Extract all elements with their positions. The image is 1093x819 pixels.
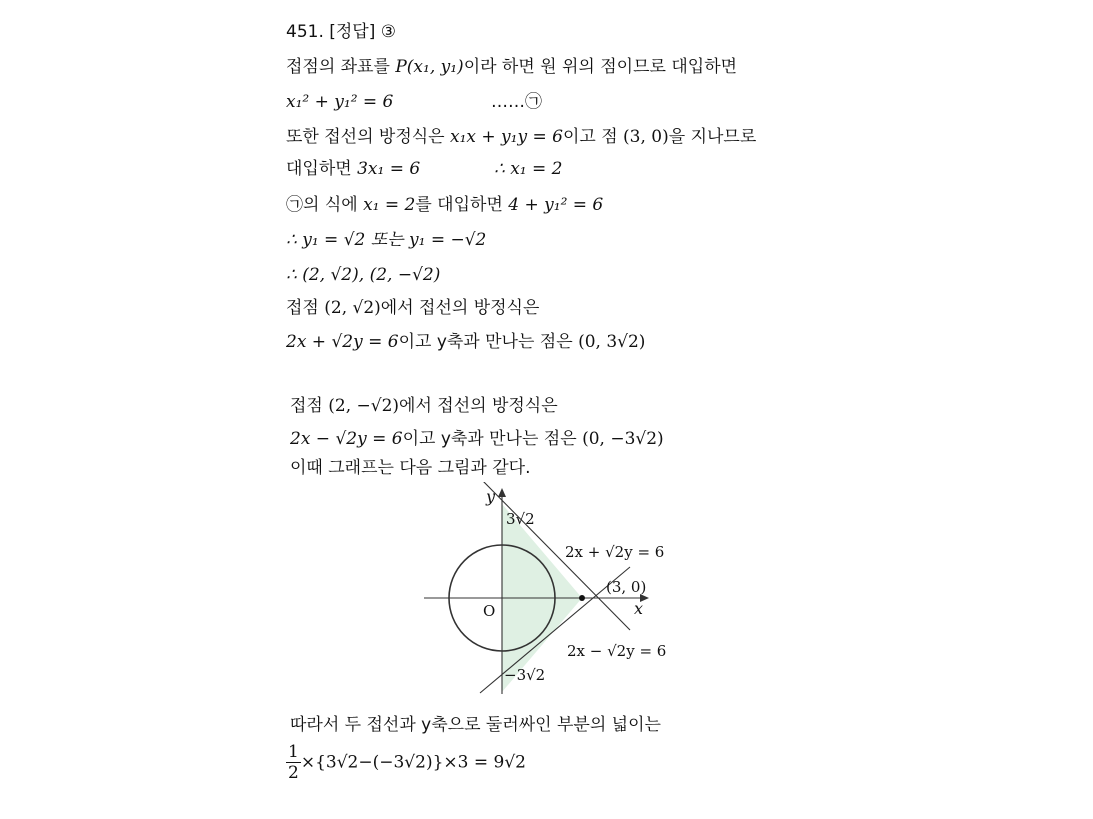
substitution-equation: 3x₁ = 6: [357, 159, 421, 179]
line-10: [290, 394, 558, 418]
y1-equation: 4 + y₁² = 6: [508, 195, 604, 215]
tangent-general-equation: x₁x + y₁y = 6: [450, 127, 563, 147]
line-5-text-1: ㉠의 식에: [286, 195, 364, 215]
lower-y-intercept: (0, −3√2): [582, 429, 664, 449]
top-intercept-label: 3√2: [506, 510, 535, 528]
line-12: 이때 그래프는 다음 그림과 같다.: [290, 458, 531, 478]
line-11-text: 이고 y축과 만나는 점은: [402, 429, 583, 449]
line-8-text-2: 에서 접선의 방정식은: [380, 298, 540, 318]
lower-tangent-equation: 2x − √2y = 6: [290, 429, 403, 449]
bottom-intercept-label: −3√2: [504, 666, 546, 684]
line-5: [286, 193, 603, 217]
line-1-rest: 이라 하면 원 위의 점이므로 대입하면: [463, 57, 738, 77]
upper-line-label: 2x + √2y = 6: [565, 543, 665, 561]
line-10-text-1: 접점: [290, 396, 329, 416]
line-14: [286, 742, 526, 783]
line-3-text-2: 이고 점: [562, 127, 624, 147]
line-3: [286, 125, 756, 149]
line-1: [286, 55, 737, 79]
line-9: [286, 330, 645, 354]
origin-label: O: [483, 602, 496, 620]
equation-tag: ……㉠: [491, 92, 542, 112]
circle-equation: x₁² + y₁² = 6: [286, 92, 394, 112]
line-3-text-3: 을 지나므로: [668, 127, 757, 147]
line-4: [286, 157, 563, 181]
fraction-numerator: 1: [288, 742, 299, 762]
lower-tangent-point: (2, −√2): [328, 396, 400, 416]
tangent-figure: [420, 482, 690, 697]
area-result: ×{3√2−(−3√2)}×3 = 9√2: [300, 752, 526, 773]
line-3-text-1: 또한 접선의 방정식은: [286, 127, 451, 147]
line-9-text: 이고 y축과 만나는 점은: [398, 332, 579, 352]
point-3-0: (3, 0): [623, 127, 669, 147]
line-8-text-1: 접점: [286, 298, 325, 318]
y-axis-arrow: [498, 488, 506, 497]
line-11: [290, 427, 664, 451]
upper-y-intercept: (0, 3√2): [578, 332, 646, 352]
y1-results: ∴ y₁ = √2 또는 y₁ = −√2: [286, 230, 487, 250]
point-p: P(x₁, y₁): [395, 57, 464, 77]
y-axis-label: y: [486, 487, 496, 506]
line-4-text: 대입하면: [286, 159, 358, 179]
point-3-0-label: (3, 0): [606, 578, 647, 596]
fraction-one-half: [286, 742, 301, 783]
line-2: [286, 90, 542, 114]
lower-line-label: 2x − √2y = 6: [567, 642, 667, 660]
upper-tangent-point: (2, √2): [324, 298, 381, 318]
line-1-text: 접점의 좌표를: [286, 57, 396, 77]
fraction-denominator: 2: [288, 763, 299, 783]
x-axis-label: x: [634, 599, 644, 618]
x1-result: ∴ x₁ = 2: [494, 159, 563, 179]
upper-tangent-equation: 2x + √2y = 6: [286, 332, 399, 352]
x1-value: x₁ = 2: [363, 195, 416, 215]
line-8: [286, 296, 539, 320]
problem-header: 451. [정답] ③: [286, 22, 397, 42]
line-13: 따라서 두 접선과 y축으로 둘러싸인 부분의 넓이는: [290, 715, 661, 735]
line-5-text-2: 를 대입하면: [415, 195, 509, 215]
tangent-points: ∴ (2, √2), (2, −√2): [286, 265, 441, 285]
point-3-0-marker: [579, 595, 585, 601]
line-10-text-2: 에서 접선의 방정식은: [399, 396, 558, 416]
